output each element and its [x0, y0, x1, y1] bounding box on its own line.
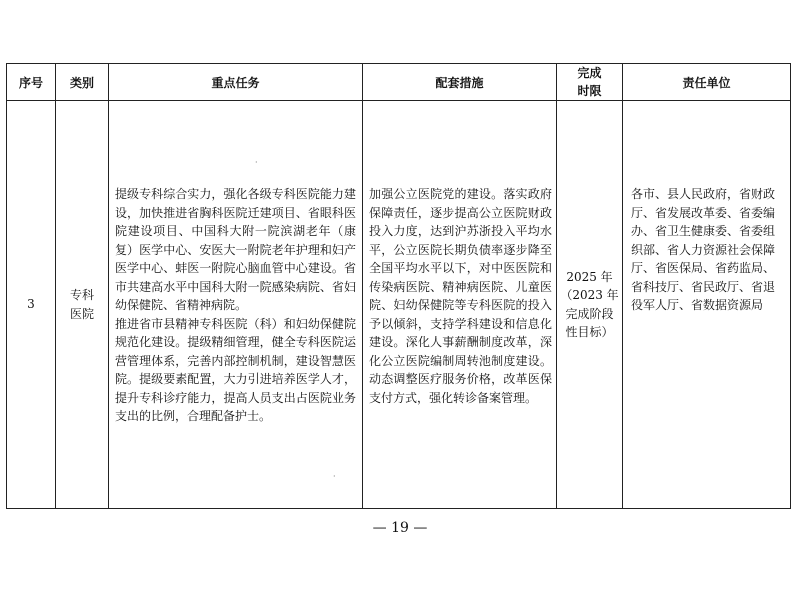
row-category-line1: 专科: [69, 288, 94, 302]
tasks-paragraph-2: 推进省市县精神专科医院（科）和妇幼保健院规范化建设。提级精细管理，健全专科医院运营管理体系，完善内部控制机制，建设智慧医院。提级要素配置，大力引进培养医学人才，提升专科诊疗能力，提高人员支出占医院业务支出的比例，合理配备护士。: [115, 316, 356, 423]
key-tasks-table: [6, 63, 791, 509]
header-category: 类别: [56, 64, 109, 101]
row-category-line2: 医院: [69, 306, 94, 321]
header-deadline: [557, 64, 623, 101]
header-units: 责任单位: [623, 64, 791, 101]
scan-speck: ·: [255, 158, 258, 167]
row-category: [56, 101, 109, 509]
header-deadline-line1: 完成: [577, 66, 602, 80]
row-tasks: [109, 101, 363, 509]
header-deadline-line2: 时限: [577, 84, 602, 98]
table-header-row: [7, 64, 791, 101]
deadline-line1: 2025 年: [566, 269, 613, 284]
table-row: [7, 101, 791, 509]
tasks-paragraph-1: 提级专科综合实力，强化各级专科医院能力建设，加快推进省胸科医院迁建项目、省眼科医院建设项目、中国科大附一院滨湖老年（康复）医学中心、安医大一附院老年护理和妇产医学中心、蚌医一附院心脑血管中心建设。省市共建高水平中国科大附一院感染病院、省妇幼保健院、省精神病院。: [115, 187, 356, 312]
deadline-line2: （2023 年: [560, 288, 619, 302]
scan-speck: ·: [333, 472, 336, 481]
header-index: 序号: [7, 64, 56, 101]
deadline-line4: 性目标）: [565, 325, 614, 339]
row-measures: 加强公立医院党的建设。落实政府保障责任，逐步提高公立医院财政投入力度，达到沪苏浙投入平均水平，公立医院长期负债率逐步降至全国平均水平以下，对中医医院和传染病医院、精神病医院、儿童医院、妇幼保健院等专科医院的投入予以倾斜，支持学科建设和信息化建设。深化人事薪酬制度改革，深化公立医院编制周转池制度建设。动态调整医疗服务价格，改革医保支付方式，强化转诊备案管理。: [363, 101, 557, 509]
row-index: 3: [7, 101, 56, 509]
row-units: 各市、县人民政府，省财政厅、省发展改革委、省委编办、省卫生健康委、省委组织部、省人力资源社会保障厅、省医保局、省药监局、省科技厅、省民政厅、省退役军人厅、省数据资源局: [623, 101, 791, 509]
page-number: — 19 —: [372, 520, 428, 536]
header-tasks: 重点任务: [109, 64, 363, 101]
deadline-line3: 完成阶段: [565, 306, 614, 321]
header-measures: 配套措施: [363, 64, 557, 101]
row-deadline: [557, 101, 623, 509]
